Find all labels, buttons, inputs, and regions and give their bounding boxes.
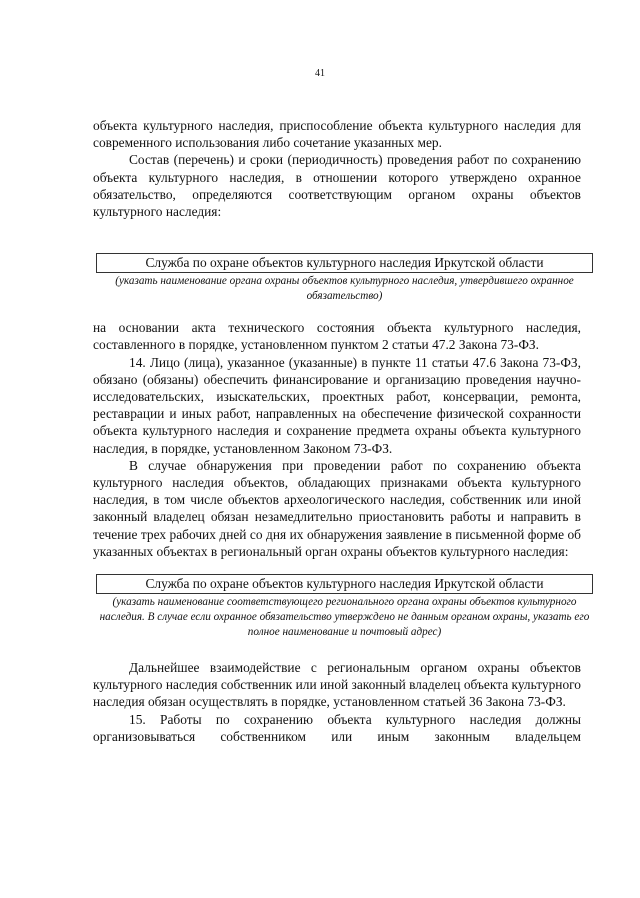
paragraph-technical-act: на основании акта технического состояния объекта культурного наследия, составленного в порядке, установленном пунктом 2 статьи 47.2 Закона 73-ФЗ. <box>93 320 581 353</box>
paragraph-further-interaction: Дальнейшее взаимодействие с региональным органом охраны объектов культурного наследия собственник или иной законный владелец объекта культурного наследия обязан осуществлять в порядке, установленном статьей 36 Закона 73-ФЗ. <box>93 660 581 710</box>
authority-caption-1: (указать наименование органа охраны объектов культурного наследия, утвердившего охранное обязательство) <box>115 275 574 303</box>
paragraph-15: 15. Работы по сохранению объекта культурного наследия должны организовываться собственником или иным законным владельцем <box>93 711 581 744</box>
authority-name-box-1: Служба по охране объектов культурного наследия Иркутской области <box>96 253 593 273</box>
document-body <box>93 117 590 745</box>
authority-block-2 <box>96 574 593 640</box>
page-number: 41 <box>315 68 325 79</box>
paragraph-works-composition: Состав (перечень) и сроки (периодичность) проведения работ по сохранению объекта культурного наследия, в отношении которого утверждено охранное обязательство, определяются соответствующим органом охраны объектов культурного наследия: <box>93 152 581 220</box>
paragraph-14: 14. Лицо (лица), указанное (указанные) в пункте 11 статьи 47.6 Закона 73-ФЗ, обязано (обязаны) обеспечить финансирование и организацию проведения научно-исследовательских, изыскательских, проектных работ, консервации, ремонта, реставрации и иных работ, направленных на обеспечение физической сохранности объекта культурного наследия и сохранение предмета охраны объекта культурного наследия, в порядке, установленном Законом 73-ФЗ. <box>93 354 581 456</box>
authority-caption-2: (указать наименование соответствующего регионального органа охраны объектов культурного наследия. В случае если охранное обязательство утверждено не данным органом охраны, указать его полное наименование и почтовый адрес) <box>99 596 590 639</box>
authority-block-1 <box>96 253 593 304</box>
paragraph-discovery: В случае обнаружения при проведении работ по сохранению объекта культурного наследия объектов, обладающих признаками объекта культурного наследия, в том числе объектов археологического наследия, собственник или иной законный владелец обязан незамедлительно приостановить работы и направить в течение трех рабочих дней со дня их обнаружения заявление в письменной форме об указанных объектах в региональный орган охраны объектов культурного наследия: <box>93 457 581 559</box>
paragraph-intro-continuation: объекта культурного наследия, приспособление объекта культурного наследия для современного использования либо сочетание указанных мер. <box>93 118 581 151</box>
authority-name-box-2: Служба по охране объектов культурного наследия Иркутской области <box>96 574 593 594</box>
